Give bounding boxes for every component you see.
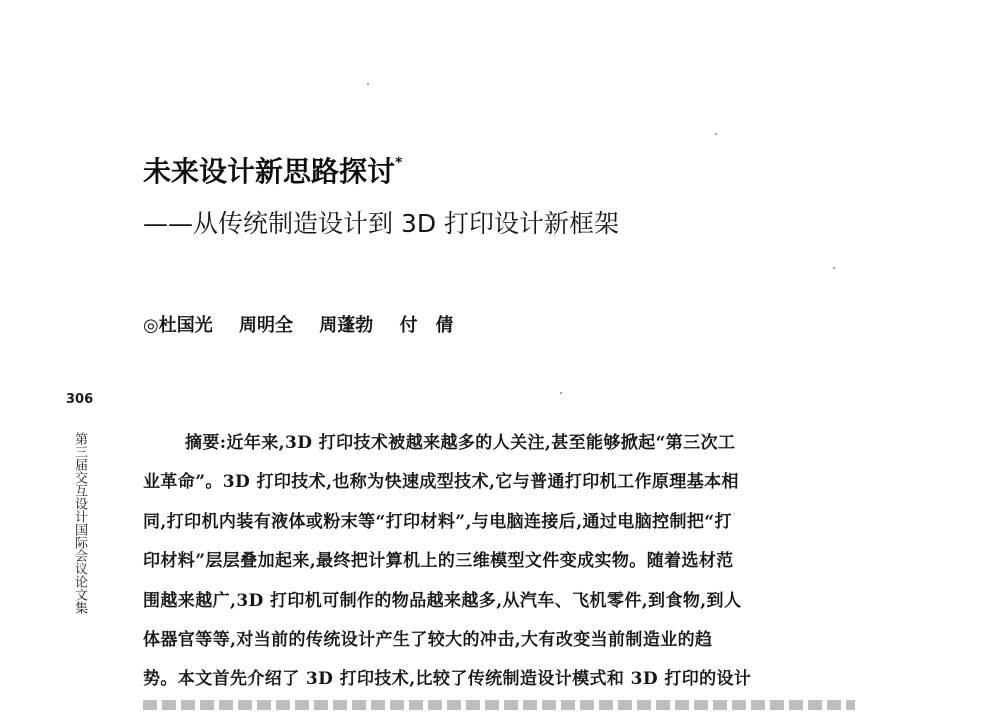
abstract-line-4: 印材料”层层叠加起来,最终把计算机上的三维模型文件变成实物。随着选材范 (143, 551, 734, 572)
author-3: 周蓬勃 (319, 315, 374, 336)
scan-speck (833, 267, 835, 269)
scan-speck (367, 83, 369, 85)
title-footnote-mark: * (395, 155, 403, 171)
paper-subtitle: ——从传统制造设计到 3D 打印设计新框架 (143, 209, 620, 238)
paper-title-text: 未来设计新思路探讨 (143, 155, 396, 188)
abstract-line-3: 同,打印机内装有液体或粉末等“打印材料”,与电脑连接后,通过电脑控制把“打 (143, 511, 732, 532)
author-1: ◎杜国光 (143, 315, 213, 336)
abstract (143, 424, 855, 700)
author-2: 周明全 (239, 315, 293, 336)
abstract-label: 摘要: (185, 433, 227, 453)
author-list (143, 311, 474, 337)
scan-speck (715, 133, 717, 135)
paper-title (143, 150, 402, 190)
series-title: 第三届交互设计国际会议论文集 (72, 432, 87, 614)
author-4: 付 倩 (399, 315, 454, 336)
abstract-line-1 (143, 424, 855, 463)
abstract-line-7: 势。本文首先介绍了 3D 打印技术,比较了传统制造设计模式和 3D 打印的设计 (143, 669, 752, 690)
abstract-line-6: 体器官等等,对当前的传统设计产生了较大的冲击,大有改变当前制造业的趋 (143, 630, 713, 651)
cut-off-text-line (143, 694, 855, 710)
abstract-line-5: 围越来越广,3D 打印机可制作的物品越来越多,从汽车、飞机零件,到食物,到人 (143, 590, 742, 611)
scan-speck (560, 392, 562, 394)
abstract-line-1-text: 近年来,3D 打印技术被越来越多的人关注,甚至能够掀起“第三次工 (226, 433, 736, 453)
abstract-line-2: 业革命”。3D 打印技术,也称为快速成型技术,它与普通打印机工作原理基本相 (143, 472, 739, 493)
page-number: 306 (66, 392, 94, 407)
